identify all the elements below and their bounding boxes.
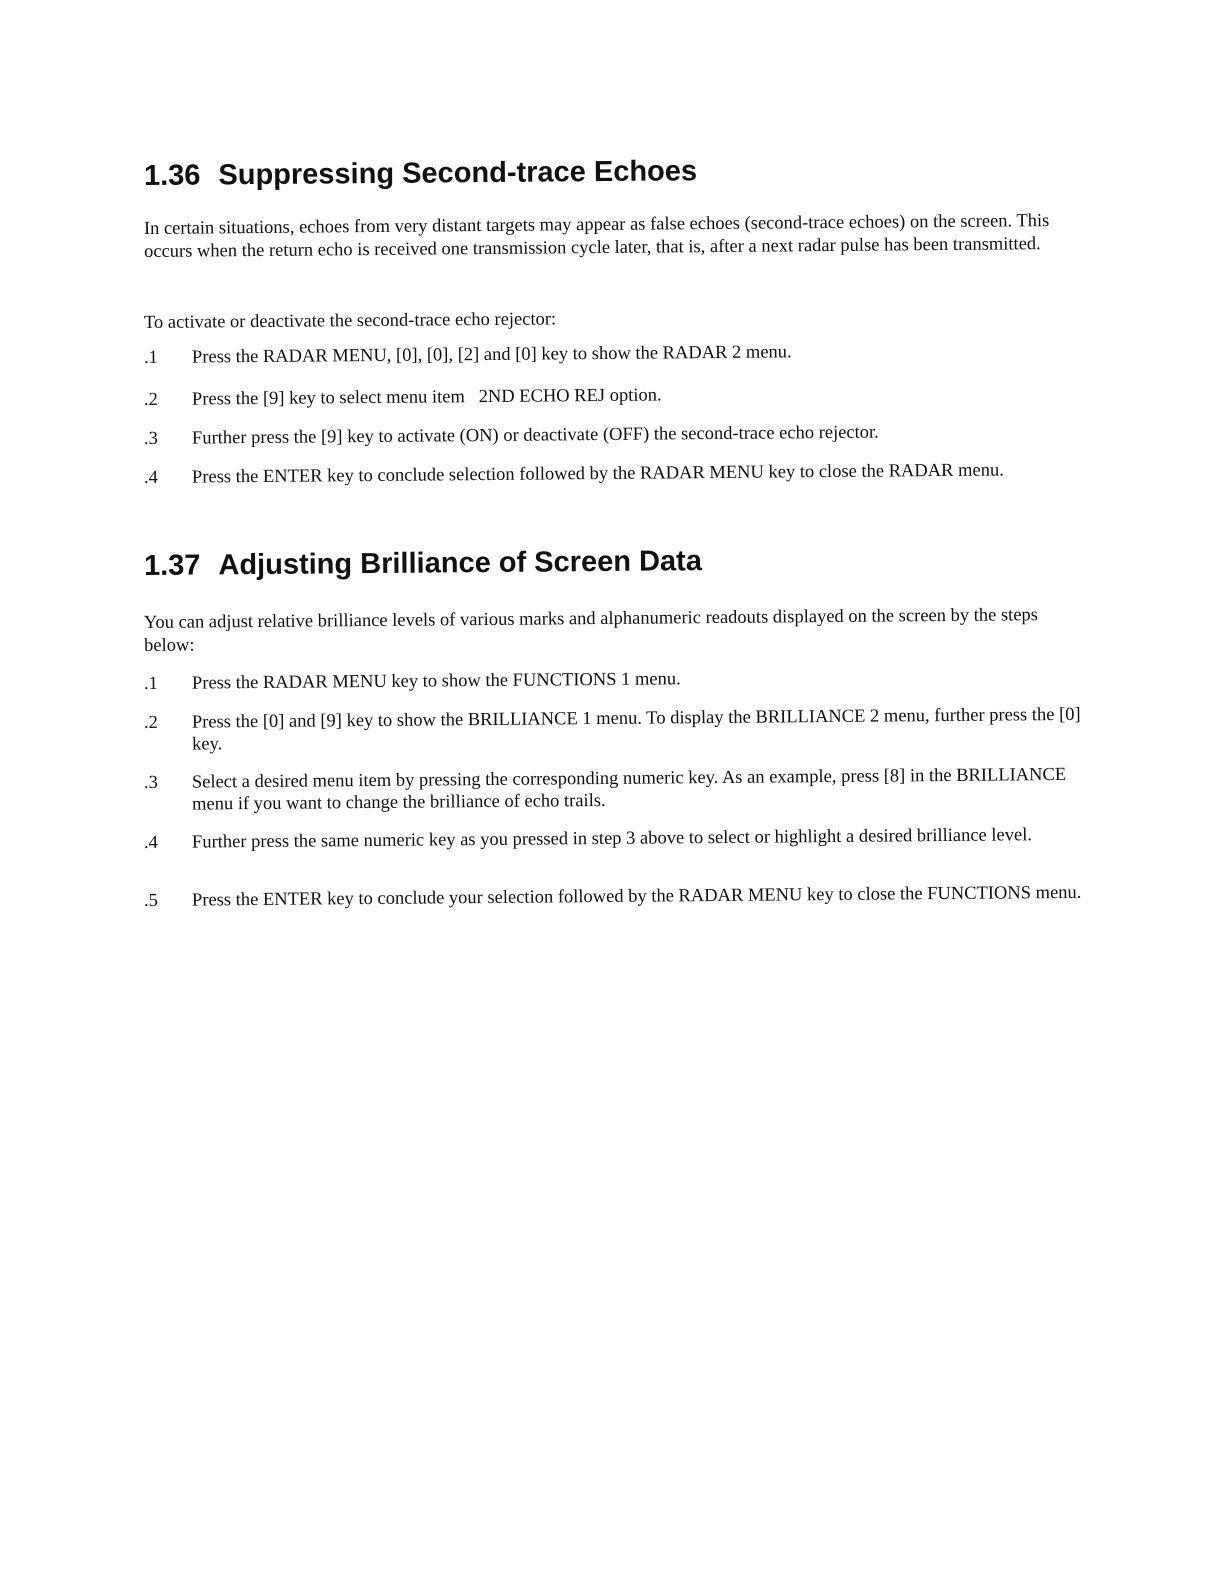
- step-text: Press the [0] and [9] key to show the BRILLIANCE 1 menu. To display the BRILLIANCE 2 menu, further press the [0] key.: [191, 704, 1081, 755]
- step-number: .3: [143, 772, 158, 794]
- section-number: 1.36: [143, 159, 201, 192]
- step-number: .5: [143, 890, 158, 911]
- step-text: Press the [9] key to select menu item 2ND ECHO REJ option.: [191, 385, 662, 410]
- section-heading-1-37: [144, 545, 702, 583]
- step-number: .1: [143, 673, 158, 694]
- step-item: [144, 882, 1084, 912]
- step-number: .3: [143, 428, 158, 449]
- intro-paragraph: In certain situations, echoes from very distant targets may appear as false echoes (second-trace echoes) on the screen. This occurs when the return echo is received one transmission cycle later, that is, after a next radar pulse has been transmitted.: [143, 211, 1050, 262]
- step-item: [144, 420, 1084, 450]
- step-text: Press the ENTER key to conclude selection followed by the RADAR MENU key to close the RADAR menu.: [191, 460, 1004, 488]
- step-item: [144, 381, 1084, 411]
- step-number: .4: [143, 467, 158, 488]
- step-number: .2: [143, 389, 158, 410]
- step-text: Press the RADAR MENU, [0], [0], [2] and [0] key to show the RADAR 2 menu.: [191, 342, 792, 368]
- step-text: Further press the [9] key to activate (ON) or deactivate (OFF) the second-trace echo rejector.: [191, 422, 879, 449]
- intro-paragraph: You can adjust relative brilliance levels of various marks and alphanumeric readouts displayed on the screen by the steps below:: [143, 605, 1039, 656]
- step-item: [144, 339, 1084, 369]
- section-heading-1-36: [144, 155, 697, 193]
- step-item: [144, 665, 1084, 695]
- step-item: [144, 459, 1084, 489]
- step-number: .2: [143, 712, 158, 734]
- step-number: .1: [143, 347, 158, 368]
- step-item: [144, 704, 1084, 756]
- section-title: Suppressing Second-trace Echoes: [218, 155, 698, 192]
- step-item: [144, 764, 1084, 816]
- lead-paragraph: To activate or deactivate the second-trace echo rejector:: [143, 309, 557, 333]
- section-title: Adjusting Brilliance of Screen Data: [218, 545, 703, 582]
- step-text: Press the ENTER key to conclude your selection followed by the RADAR MENU key to close the FUNCTIONS menu.: [191, 882, 1082, 911]
- step-number: .4: [143, 832, 158, 853]
- step-item: [144, 824, 1084, 854]
- step-text: Press the RADAR MENU key to show the FUNCTIONS 1 menu.: [191, 669, 681, 694]
- step-text: Further press the same numeric key as you pressed in step 3 above to select or highlight a desired brilliance level.: [191, 825, 1033, 853]
- section-number: 1.37: [143, 549, 201, 582]
- step-text: Select a desired menu item by pressing the corresponding numeric key. As an example, press [8] in the BRILLIANCE menu if you want to change the brilliance of echo trails.: [191, 764, 1067, 815]
